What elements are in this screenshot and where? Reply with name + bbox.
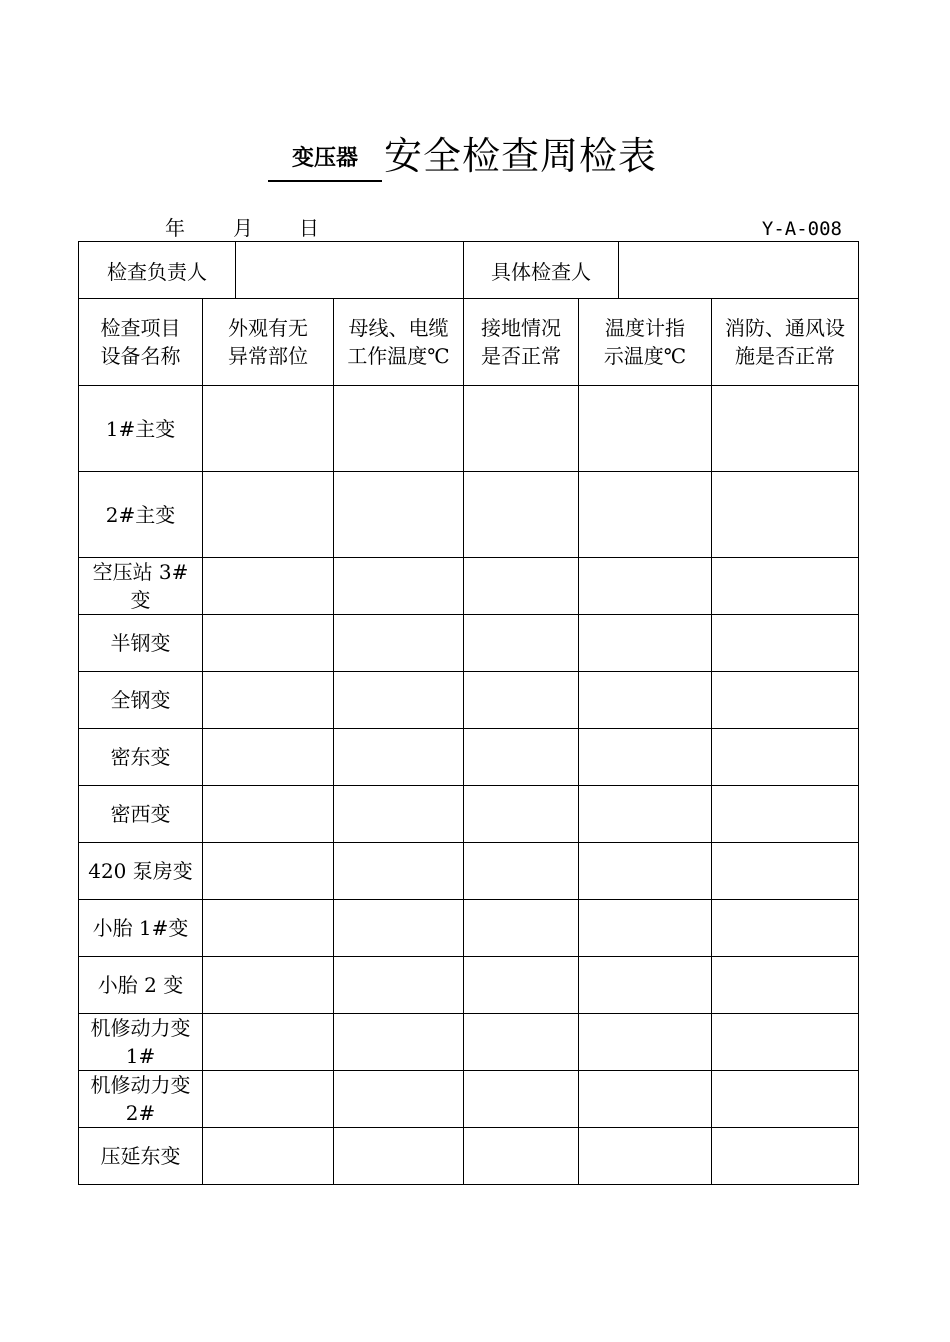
column-header-line: 示温度℃ <box>603 344 687 368</box>
table-row <box>79 957 859 1014</box>
entry-cell[interactable] <box>579 1128 712 1185</box>
document-code: Y-A-008 <box>761 218 842 240</box>
entry-cell[interactable] <box>464 957 579 1014</box>
entry-cell[interactable] <box>464 843 579 900</box>
inspector-label: 具体检查人 <box>464 242 619 299</box>
entry-cell[interactable] <box>464 672 579 729</box>
table-row <box>79 1014 859 1071</box>
column-header-line: 工作温度℃ <box>347 344 450 368</box>
device-name-cell: 压延东变 <box>79 1128 203 1185</box>
table-row <box>79 843 859 900</box>
entry-cell[interactable] <box>712 615 859 672</box>
column-header-4 <box>579 299 712 386</box>
device-name-cell: 小胎 2 变 <box>79 957 203 1014</box>
entry-cell[interactable] <box>579 729 712 786</box>
entry-cell[interactable] <box>712 729 859 786</box>
entry-cell[interactable] <box>712 386 859 472</box>
entry-cell[interactable] <box>712 957 859 1014</box>
entry-cell[interactable] <box>334 1128 464 1185</box>
date-day-label: 日 <box>299 216 319 240</box>
column-header-line: 消防、通风设 <box>725 316 845 340</box>
entry-cell[interactable] <box>579 1014 712 1071</box>
entry-cell[interactable] <box>334 1071 464 1128</box>
entry-cell[interactable] <box>712 1014 859 1071</box>
date-year-label: 年 <box>165 216 185 240</box>
table-row <box>79 786 859 843</box>
column-header-0 <box>79 299 203 386</box>
entry-cell[interactable] <box>203 1014 334 1071</box>
entry-cell[interactable] <box>712 1071 859 1128</box>
entry-cell[interactable] <box>712 472 859 558</box>
entry-cell[interactable] <box>334 672 464 729</box>
entry-cell[interactable] <box>712 558 859 615</box>
entry-cell[interactable] <box>579 786 712 843</box>
table-row <box>79 1071 859 1128</box>
column-header-5 <box>712 299 859 386</box>
entry-cell[interactable] <box>334 786 464 843</box>
entry-cell[interactable] <box>203 472 334 558</box>
device-name-cell: 空压站 3#变 <box>79 558 203 615</box>
entry-cell[interactable] <box>203 558 334 615</box>
entry-cell[interactable] <box>464 472 579 558</box>
entry-cell[interactable] <box>712 672 859 729</box>
entry-cell[interactable] <box>334 729 464 786</box>
entry-cell[interactable] <box>203 900 334 957</box>
entry-cell[interactable] <box>203 1071 334 1128</box>
entry-cell[interactable] <box>464 558 579 615</box>
column-header-line: 施是否正常 <box>735 344 835 368</box>
responsible-label: 检查负责人 <box>79 242 236 299</box>
title-underline <box>268 180 382 182</box>
entry-cell[interactable] <box>579 1071 712 1128</box>
table-body <box>79 386 859 1185</box>
column-header-line: 检查项目 <box>100 316 181 340</box>
table-row <box>79 558 859 615</box>
table-row <box>79 386 859 472</box>
column-header-line: 接地情况 <box>481 316 561 340</box>
column-header-line: 是否正常 <box>481 344 561 368</box>
device-name-cell: 机修动力变 1# <box>79 1014 203 1071</box>
date-month-label: 月 <box>233 216 253 240</box>
entry-cell[interactable] <box>579 672 712 729</box>
entry-cell[interactable] <box>464 900 579 957</box>
entry-cell[interactable] <box>712 900 859 957</box>
date-line <box>165 215 319 241</box>
entry-cell[interactable] <box>464 615 579 672</box>
entry-cell[interactable] <box>203 672 334 729</box>
responsible-field[interactable] <box>236 242 464 299</box>
title-equipment-prefix: 变压器 <box>291 146 358 171</box>
entry-cell[interactable] <box>579 615 712 672</box>
column-header-line: 异常部位 <box>228 344 308 368</box>
table-header-row <box>79 299 859 386</box>
entry-cell[interactable] <box>203 957 334 1014</box>
entry-cell[interactable] <box>712 843 859 900</box>
entry-cell[interactable] <box>203 1128 334 1185</box>
entry-cell[interactable] <box>464 1128 579 1185</box>
device-name-cell: 小胎 1#变 <box>79 900 203 957</box>
column-header-3 <box>464 299 579 386</box>
entry-cell[interactable] <box>579 843 712 900</box>
table-row <box>79 672 859 729</box>
device-name-cell: 1#主变 <box>79 386 203 472</box>
device-name-cell: 机修动力变 2# <box>79 1071 203 1128</box>
entry-cell[interactable] <box>579 472 712 558</box>
table-row <box>79 900 859 957</box>
table-row <box>79 615 859 672</box>
entry-cell[interactable] <box>334 472 464 558</box>
entry-cell[interactable] <box>334 615 464 672</box>
entry-cell[interactable] <box>203 729 334 786</box>
table-row <box>79 729 859 786</box>
entry-cell[interactable] <box>712 1128 859 1185</box>
column-header-line: 设备名称 <box>100 344 181 368</box>
entry-cell[interactable] <box>334 900 464 957</box>
table-row <box>79 472 859 558</box>
entry-cell[interactable] <box>203 786 334 843</box>
column-header-line: 外观有无 <box>228 316 308 340</box>
device-name-cell: 密东变 <box>79 729 203 786</box>
entry-cell[interactable] <box>334 558 464 615</box>
entry-cell[interactable] <box>203 615 334 672</box>
device-name-cell: 全钢变 <box>79 672 203 729</box>
entry-cell[interactable] <box>579 386 712 472</box>
entry-cell[interactable] <box>464 1014 579 1071</box>
entry-cell[interactable] <box>334 1014 464 1071</box>
entry-cell[interactable] <box>464 729 579 786</box>
entry-cell[interactable] <box>712 786 859 843</box>
inspector-field[interactable] <box>619 242 859 299</box>
column-header-1 <box>203 299 334 386</box>
entry-cell[interactable] <box>464 386 579 472</box>
column-header-line: 温度计指 <box>605 316 685 340</box>
column-header-2 <box>334 299 464 386</box>
inspection-table <box>78 298 859 1185</box>
inspector-info-table <box>78 241 859 299</box>
entry-cell[interactable] <box>464 1071 579 1128</box>
entry-cell[interactable] <box>334 386 464 472</box>
title-main: 安全检查周检表 <box>384 134 658 178</box>
entry-cell[interactable] <box>579 900 712 957</box>
device-name-cell: 420 泵房变 <box>79 843 203 900</box>
entry-cell[interactable] <box>464 786 579 843</box>
entry-cell[interactable] <box>334 843 464 900</box>
entry-cell[interactable] <box>334 957 464 1014</box>
column-header-line: 母线、电缆 <box>348 316 449 340</box>
entry-cell[interactable] <box>203 386 334 472</box>
device-name-cell: 2#主变 <box>79 472 203 558</box>
entry-cell[interactable] <box>579 558 712 615</box>
table-row <box>79 1128 859 1185</box>
entry-cell[interactable] <box>579 957 712 1014</box>
device-name-cell: 密西变 <box>79 786 203 843</box>
form-title <box>0 128 950 188</box>
entry-cell[interactable] <box>203 843 334 900</box>
device-name-cell: 半钢变 <box>79 615 203 672</box>
